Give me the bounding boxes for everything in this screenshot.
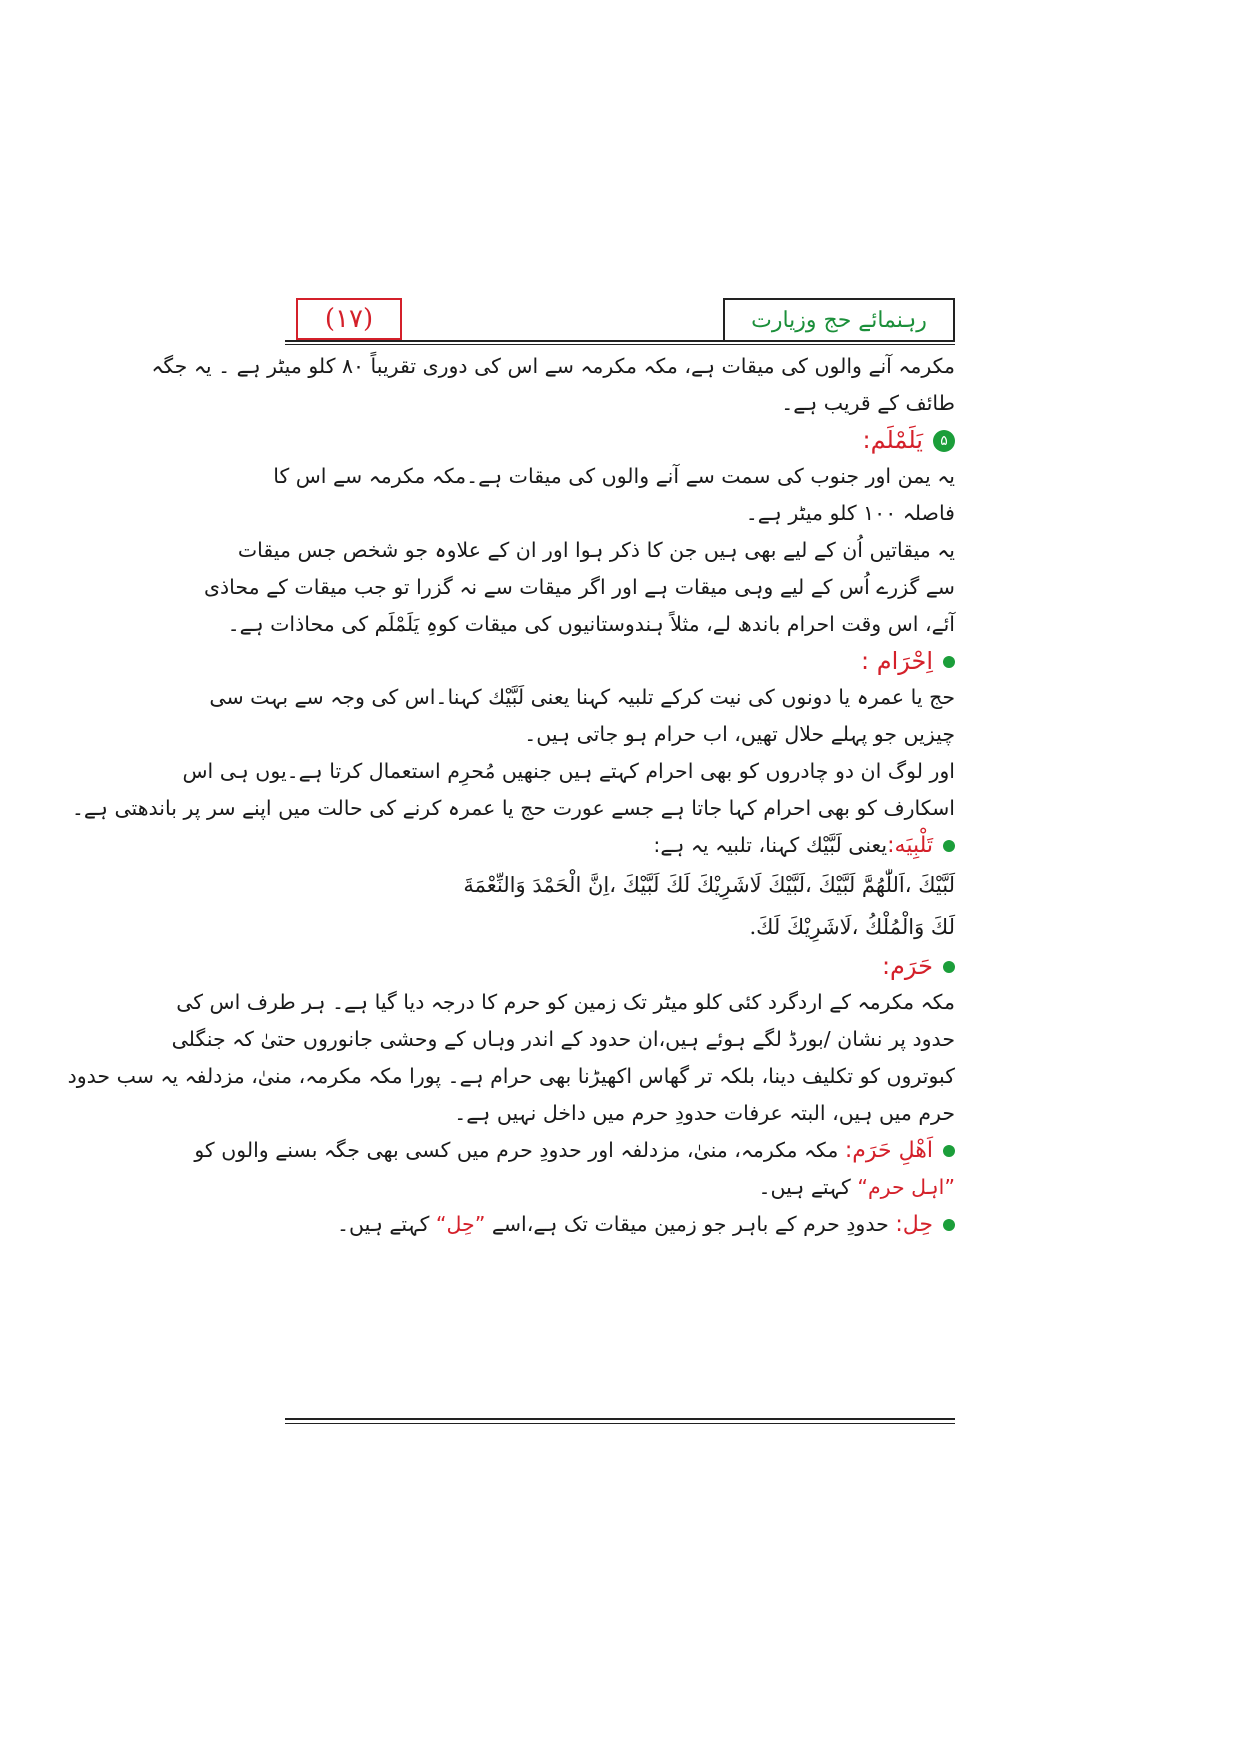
arabic-talbiya-line: لَبَّیْكَ ،اَللّٰهُمَّ لَبَّیْكَ ،لَبَّیْكَ لَاشَرِیْكَ لَكَ لَبَّیْكَ ،اِنَّ الْحَمْدَ وَالنِّعْمَةَ [463, 873, 955, 897]
bullet-icon [943, 961, 955, 973]
text-line [285, 1169, 955, 1206]
heading-text: حِل: [895, 1212, 933, 1237]
header-rule-thin [285, 344, 955, 345]
text-line: فاصلہ ۱۰۰ کلو میٹر ہے۔ [745, 501, 955, 525]
heading-text: تَلْبِیَه: [887, 833, 933, 858]
page-number: (١٧) [324, 304, 374, 334]
page-number-box [296, 298, 402, 340]
text-line: یہ میقاتیں اُن کے لیے بھی ہیں جن کا ذکر ہوا اور ان کے علاوہ جو شخص جس میقات [237, 538, 955, 562]
number-badge: ۵ [933, 430, 955, 452]
footer-rule [285, 1418, 955, 1420]
talbiya-line [285, 827, 955, 864]
text-line: اور لوگ ان دو چادروں کو بھی احرام کہتے ہیں جنھیں مُحرِم استعمال کرتا ہے۔یوں ہی اس [182, 759, 955, 783]
text-line: اسکارف کو بھی احرام کہا جاتا ہے جسے عورت حج یا عمرہ کرنے کی حالت میں اپنے سر پر باندھتی ہے۔ [71, 796, 955, 820]
inline-text: مکہ مکرمہ، منیٰ، مزدلفہ اور حدودِ حرم میں کسی بھی جگہ بسنے والوں کو [194, 1138, 839, 1162]
text-line: چیزیں جو پہلے حلال تھیں، اب حرام ہو جاتی ہیں۔ [524, 722, 955, 746]
text-line: طائف کے قریب ہے۔ [781, 391, 955, 415]
text-line: حج یا عمرہ یا دونوں کی نیت کرکے تلبیہ کہنا یعنی لَبَّیْك کہنا۔اس کی وجہ سے بہت سی [209, 685, 955, 709]
book-title: رہنمائے حج وزیارت [751, 307, 927, 333]
arabic-talbiya-line: لَكَ وَالْمُلْكُ ،لَاشَرِیْكَ لَكَ. [749, 915, 955, 939]
inline-text: کہتے ہیں۔ [758, 1175, 851, 1199]
book-page [67, 296, 955, 1426]
section-heading-ihram [285, 643, 955, 679]
bullet-icon [943, 656, 955, 668]
inline-text: کہتے ہیں۔ [337, 1212, 430, 1236]
quoted-term: ”اہل حرم“ [857, 1175, 955, 1199]
page-body [67, 348, 955, 1243]
bullet-icon [943, 1219, 955, 1231]
inline-text: یعنی لَبَّیْك کہنا، تلبیہ یہ ہے: [653, 833, 888, 857]
quoted-term: ”حِل“ [435, 1212, 486, 1236]
ahl-haram-line [194, 1132, 955, 1169]
text-line: حدود پر نشان /بورڈ لگے ہوئے ہیں،ان حدود کے اندر وہاں کے وحشی جانوروں حتیٰ کہ جنگلی [171, 1027, 955, 1051]
heading-text: حَرَم: [881, 952, 933, 980]
heading-text: اِحْرَام : [861, 647, 933, 675]
text-line: کبوتروں کو تکلیف دینا، بلکہ تر گھاس اکھیڑنا بھی حرام ہے۔ پورا مکہ مکرمہ، منیٰ، مزدلفہ یہ سب حدود [67, 1064, 955, 1088]
book-title-box [723, 298, 955, 340]
footer-rule-thin [285, 1423, 955, 1424]
text-line: سے گزرے اُس کے لیے وہی میقات ہے اور اگر میقات سے نہ گزرا تو جب میقات کے محاذی [203, 575, 955, 599]
text-line: مکہ مکرمہ کے اردگرد کئی کلو میٹر تک زمین کو حرم کا درجہ دیا گیا ہے۔ ہر طرف اس کی [176, 990, 955, 1014]
heading-text: یَلَمْلَم: [862, 426, 923, 454]
text-line: حرم میں ہیں، البتہ عرفات حدودِ حرم میں داخل نہیں ہے۔ [454, 1101, 955, 1125]
header-rule [285, 340, 955, 342]
section-heading-yalamlam [285, 422, 955, 458]
section-heading-haram [285, 948, 955, 984]
text-line: آئے، اس وقت احرام باندھ لے، مثلاً ہندوستانیوں کی میقات کوہِ یَلَمْلَم کی محاذات ہے۔ [227, 612, 955, 636]
text-line: مکرمہ آنے والوں کی میقات ہے، مکہ مکرمہ سے اس کی دوری تقریباً ۸۰ کلو میٹر ہے ۔ یہ جگہ [151, 354, 955, 378]
inline-text: حدودِ حرم کے باہر جو زمین میقات تک ہے،اسے [491, 1212, 889, 1236]
bullet-icon [943, 840, 955, 852]
text-line: یہ یمن اور جنوب کی سمت سے آنے والوں کی میقات ہے۔مکہ مکرمہ سے اس کا [273, 464, 955, 488]
heading-text: اَهْلِ حَرَم: [844, 1138, 933, 1163]
hill-line [285, 1206, 955, 1243]
bullet-icon [943, 1145, 955, 1157]
